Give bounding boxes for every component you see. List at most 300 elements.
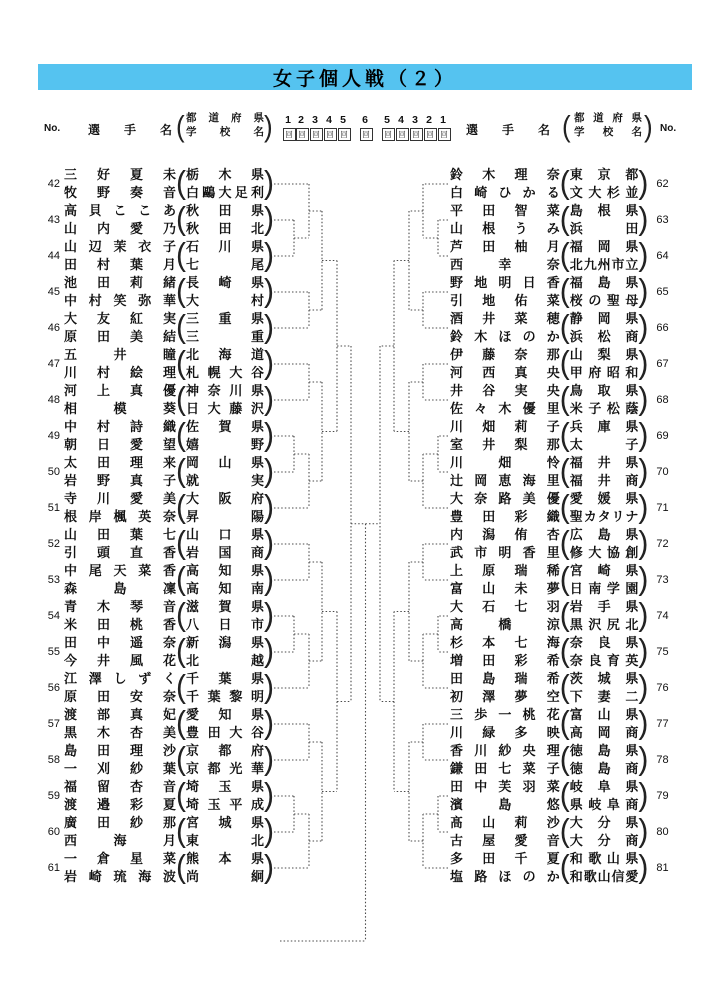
prefecture: 広 島 県 xyxy=(569,527,639,542)
paren-open-icon: ( xyxy=(559,561,570,598)
player-name-2: 武 市 明 香 里 xyxy=(450,545,560,560)
paren-close-icon: ) xyxy=(264,669,274,706)
player-name-1: 大 石 七 羽 xyxy=(450,599,560,614)
entry-number: 78 xyxy=(656,754,669,766)
region-block xyxy=(186,346,264,382)
entry-number: 76 xyxy=(656,682,669,694)
col-header-player-left: 選 手 名 xyxy=(88,123,172,137)
pair-names xyxy=(450,850,560,886)
entry-number: 43 xyxy=(47,214,60,226)
paren-close-icon: ) xyxy=(264,381,274,418)
player-name-1: 多 田 千 夏 xyxy=(450,851,560,866)
paren-close-icon: ) xyxy=(638,237,649,274)
round-box-icon: 回 xyxy=(310,128,323,141)
region-block xyxy=(570,850,639,886)
round-number: 1 xyxy=(440,114,446,126)
round-box-icon: 回 xyxy=(296,128,309,141)
entry-number: 67 xyxy=(656,358,669,370)
paren-close-icon: ) xyxy=(264,309,274,346)
entry-row xyxy=(450,346,678,382)
school: 北 九 州 市 立 xyxy=(569,257,639,272)
paren-close-icon: ) xyxy=(264,561,274,598)
school: 徳 島 商 xyxy=(569,761,639,776)
entry-row xyxy=(450,814,678,850)
round-number: 3 xyxy=(412,114,418,126)
region-header-line1: 都 道 府 県 xyxy=(186,112,264,124)
paren-close-icon: ) xyxy=(638,741,649,778)
player-name-1: 香 川 紗 央 理 xyxy=(450,743,560,758)
entry-number: 49 xyxy=(47,430,60,442)
region-header-line2: 学 校 名 xyxy=(186,126,264,138)
school: 七 尾 xyxy=(186,257,264,272)
player-name-1: 中 村 詩 織 xyxy=(64,419,176,434)
region-block xyxy=(570,166,639,202)
entry-row xyxy=(450,706,678,742)
paren-close-icon: ) xyxy=(638,597,649,634)
pair-names xyxy=(450,778,560,814)
entry-row xyxy=(450,634,678,670)
pair-names xyxy=(450,670,560,706)
entry-row xyxy=(40,526,274,562)
entry-row xyxy=(450,454,678,490)
school: 日 南 学 園 xyxy=(569,581,639,596)
region-block xyxy=(186,310,264,346)
entry-row xyxy=(40,202,274,238)
entry-row xyxy=(450,850,678,886)
prefecture: 福 島 県 xyxy=(569,275,639,290)
entry-number: 45 xyxy=(47,286,60,298)
region-block xyxy=(570,454,639,490)
pair-names xyxy=(450,814,560,850)
entry-row xyxy=(450,490,678,526)
paren-open-icon: ( xyxy=(176,669,186,706)
entry-number: 61 xyxy=(47,862,60,874)
region-block xyxy=(570,382,639,418)
paren-close-icon: ) xyxy=(264,237,274,274)
paren-open-icon: ( xyxy=(176,813,186,850)
paren-open-icon: ( xyxy=(176,273,186,310)
player-name-2: 濱 島 悠 xyxy=(450,797,560,812)
school: 浜 田 xyxy=(569,221,639,236)
prefecture: 秋 田 県 xyxy=(186,203,264,218)
player-name-1: 酒 井 菜 穂 xyxy=(450,311,560,326)
paren-open-icon: ( xyxy=(559,633,570,670)
title-bar xyxy=(38,64,692,90)
entry-row xyxy=(450,238,678,274)
player-name-1: 田 中 芙 羽 菜 xyxy=(450,779,560,794)
paren-close-icon: ) xyxy=(638,273,649,310)
paren-close-icon: ) xyxy=(264,741,274,778)
entry-row xyxy=(40,166,274,202)
paren-open-icon: ( xyxy=(176,705,186,742)
region-block xyxy=(570,562,639,598)
paren-close-icon: ) xyxy=(264,597,274,634)
region-block xyxy=(570,526,639,562)
round-box-icon: 回 xyxy=(438,128,451,141)
school: 北 越 xyxy=(186,653,264,668)
paren-close-icon: ) xyxy=(638,201,649,238)
entry-number: 52 xyxy=(47,538,60,550)
player-name-2: 一 刈 紗 葉 xyxy=(64,761,176,776)
paren-close-icon: ) xyxy=(638,525,649,562)
player-name-1: 中 尾 天 菜 香 xyxy=(64,563,176,578)
prefecture: 宮 崎 県 xyxy=(569,563,639,578)
player-name-1: 髙 山 莉 沙 xyxy=(450,815,560,830)
pair-names xyxy=(450,526,560,562)
school: 修 大 協 創 xyxy=(569,545,639,560)
round-number: 1 xyxy=(285,114,291,126)
paren-close-icon: ) xyxy=(638,669,649,706)
entry-row xyxy=(40,706,274,742)
round-box-icon: 回 xyxy=(396,128,409,141)
paren-open-icon: ( xyxy=(559,237,570,274)
entry-number: 55 xyxy=(47,646,60,658)
pair-names xyxy=(64,346,176,382)
entry-row xyxy=(450,778,678,814)
school: 就 実 xyxy=(186,473,264,488)
player-name-2: 西 海 月 xyxy=(64,833,176,848)
player-name-1: 池 田 莉 緒 xyxy=(64,275,176,290)
prefecture: 大 分 県 xyxy=(569,815,639,830)
player-name-1: 三 好 夏 未 xyxy=(64,167,176,182)
entry-row xyxy=(450,382,678,418)
prefecture: 宮 城 県 xyxy=(186,815,264,830)
player-name-2: 中 村 笑 弥 華 xyxy=(64,293,176,308)
region-block xyxy=(186,742,264,778)
paren-close-icon: ) xyxy=(638,777,649,814)
entry-number: 75 xyxy=(656,646,669,658)
school: 大 分 商 xyxy=(569,833,639,848)
pair-names xyxy=(64,490,176,526)
entry-row xyxy=(40,238,274,274)
pair-names xyxy=(64,310,176,346)
entry-number: 44 xyxy=(47,250,60,262)
col-header-no-left: No. xyxy=(44,123,61,134)
entry-number: 70 xyxy=(656,466,669,478)
prefecture: 鳥 取 県 xyxy=(569,383,639,398)
player-name-1: 青 木 琴 音 xyxy=(64,599,176,614)
player-name-2: 増 田 彩 希 xyxy=(450,653,560,668)
pair-names xyxy=(64,634,176,670)
school: 岩 国 商 xyxy=(186,545,264,560)
entry-number: 62 xyxy=(656,178,669,190)
paren-close-icon: ) xyxy=(638,165,649,202)
paren-open-icon: ( xyxy=(559,345,570,382)
entry-number: 79 xyxy=(656,790,669,802)
player-name-1: 廣 田 紗 那 xyxy=(64,815,176,830)
paren-close-icon: ) xyxy=(264,165,274,202)
entry-row xyxy=(450,166,678,202)
entry-row xyxy=(450,742,678,778)
paren-open-icon: ( xyxy=(176,561,186,598)
player-name-2: 引 地 佑 菜 xyxy=(450,293,560,308)
prefecture: 兵 庫 県 xyxy=(569,419,639,434)
region-block xyxy=(570,778,639,814)
school: 嬉 野 xyxy=(186,437,264,452)
player-name-2: 岩 崎 琉 海 波 xyxy=(64,869,176,884)
prefecture: 佐 賀 県 xyxy=(186,419,264,434)
school: 大 村 xyxy=(186,293,264,308)
pair-names xyxy=(64,454,176,490)
round-box-icon: 回 xyxy=(410,128,423,141)
pair-names xyxy=(450,202,560,238)
region-block xyxy=(186,598,264,634)
player-name-1: 野 地 明 日 香 xyxy=(450,275,560,290)
player-name-1: 上 原 瑞 稀 xyxy=(450,563,560,578)
prefecture: 北 海 道 xyxy=(186,347,264,362)
entry-number: 68 xyxy=(656,394,669,406)
paren-close-icon: ) xyxy=(264,489,274,526)
prefecture: 神 奈 川 県 xyxy=(186,383,264,398)
school: 京 都 光 華 xyxy=(186,761,264,776)
round-box-icon: 回 xyxy=(360,128,373,141)
entry-number: 51 xyxy=(47,502,60,514)
pair-names xyxy=(64,382,176,418)
prefecture: 山 梨 県 xyxy=(569,347,639,362)
player-name-2: 川 村 絵 理 xyxy=(64,365,176,380)
player-name-1: 川 畑 莉 子 xyxy=(450,419,560,434)
prefecture: 愛 知 県 xyxy=(186,707,264,722)
region-block xyxy=(570,814,639,850)
paren-open-icon: ( xyxy=(559,813,570,850)
paren-open-icon: ( xyxy=(176,489,186,526)
paren-open-icon: ( xyxy=(176,849,186,886)
prefecture: 福 岡 県 xyxy=(569,239,639,254)
entry-number: 48 xyxy=(47,394,60,406)
region-header-line2: 学 校 名 xyxy=(574,126,642,138)
entry-row xyxy=(40,670,274,706)
region-block xyxy=(186,490,264,526)
school: 三 重 xyxy=(186,329,264,344)
player-name-2: 米 田 桃 香 xyxy=(64,617,176,632)
entry-number: 69 xyxy=(656,430,669,442)
col-header-player-right: 選 手 名 xyxy=(466,123,550,137)
prefecture: 和 歌 山 県 xyxy=(569,851,639,866)
school: 尚 絅 xyxy=(186,869,264,884)
entry-number: 73 xyxy=(656,574,669,586)
school: 奈 良 育 英 xyxy=(569,653,639,668)
entry-number: 72 xyxy=(656,538,669,550)
paren-open-icon: ( xyxy=(559,705,570,742)
player-name-2: 森 島 凜 xyxy=(64,581,176,596)
region-block xyxy=(570,238,639,274)
prefecture: 山 口 県 xyxy=(186,527,264,542)
paren-open-icon: ( xyxy=(176,309,186,346)
pair-names xyxy=(450,310,560,346)
entry-row xyxy=(450,274,678,310)
paren-close-icon: ) xyxy=(264,525,274,562)
player-name-1: 江 澤 し ず く xyxy=(64,671,176,686)
paren-open-icon: ( xyxy=(176,597,186,634)
prefecture: 奈 良 県 xyxy=(569,635,639,650)
entry-number: 80 xyxy=(656,826,669,838)
paren-open-icon: ( xyxy=(559,273,570,310)
entry-number: 66 xyxy=(656,322,669,334)
round-number: 4 xyxy=(398,114,404,126)
round-box-icon: 回 xyxy=(382,128,395,141)
player-name-2: 原 田 安 奈 xyxy=(64,689,176,704)
region-block xyxy=(186,418,264,454)
school: 埼 玉 平 成 xyxy=(186,797,264,812)
paren-close-icon: ) xyxy=(264,109,273,144)
entry-row xyxy=(450,526,678,562)
region-block xyxy=(186,202,264,238)
player-name-1: 渡 部 真 妃 xyxy=(64,707,176,722)
school: 桜 の 聖 母 xyxy=(569,293,639,308)
school: 札 幌 大 谷 xyxy=(186,365,264,380)
paren-close-icon: ) xyxy=(638,489,649,526)
player-name-2: 根 岸 楓 英 奈 xyxy=(64,509,176,524)
entry-number: 57 xyxy=(47,718,60,730)
entry-number: 63 xyxy=(656,214,669,226)
player-name-1: 一 倉 星 菜 xyxy=(64,851,176,866)
player-name-1: 田 中 遥 奈 xyxy=(64,635,176,650)
region-block xyxy=(186,706,264,742)
entry-number: 71 xyxy=(656,502,669,514)
prefecture: 岡 山 県 xyxy=(186,455,264,470)
pair-names xyxy=(450,346,560,382)
prefecture: 滋 賀 県 xyxy=(186,599,264,614)
school: 文 大 杉 並 xyxy=(569,185,639,200)
prefecture: 石 川 県 xyxy=(186,239,264,254)
player-name-2: 室 井 梨 那 xyxy=(450,437,560,452)
region-block xyxy=(186,274,264,310)
entry-row xyxy=(40,274,274,310)
player-name-2: 山 内 愛 乃 xyxy=(64,221,176,236)
paren-close-icon: ) xyxy=(638,561,649,598)
prefecture: 岩 手 県 xyxy=(569,599,639,614)
col-header-region-right xyxy=(574,111,642,139)
entry-row xyxy=(40,562,274,598)
player-name-1: 三 歩 一 桃 花 xyxy=(450,707,560,722)
pair-names xyxy=(64,706,176,742)
region-block xyxy=(570,706,639,742)
region-block xyxy=(570,490,639,526)
player-name-1: 高 貝 こ こ あ xyxy=(64,203,176,218)
player-name-2: 鈴 木 ほ の か xyxy=(450,329,560,344)
region-block xyxy=(186,166,264,202)
entry-row xyxy=(40,850,274,886)
region-block xyxy=(570,310,639,346)
player-name-2: 田 村 葉 月 xyxy=(64,257,176,272)
player-name-1: 田 島 瑞 希 xyxy=(450,671,560,686)
pair-names xyxy=(64,814,176,850)
prefecture: 栃 木 県 xyxy=(186,167,264,182)
round-number: 2 xyxy=(298,114,304,126)
player-name-1: 大 友 紅 実 xyxy=(64,311,176,326)
region-block xyxy=(186,382,264,418)
region-block xyxy=(186,850,264,886)
round-box-icon: 回 xyxy=(324,128,337,141)
region-block xyxy=(570,634,639,670)
paren-close-icon: ) xyxy=(638,849,649,886)
school: 太 子 xyxy=(569,437,639,452)
pair-names xyxy=(450,274,560,310)
paren-open-icon: ( xyxy=(559,309,570,346)
region-block xyxy=(186,238,264,274)
player-name-1: 福 留 杏 音 xyxy=(64,779,176,794)
entry-row xyxy=(40,490,274,526)
paren-close-icon: ) xyxy=(264,417,274,454)
round-number: 6 xyxy=(362,114,368,126)
player-name-1: 太 田 理 来 xyxy=(64,455,176,470)
player-name-2: 鎌 田 七 菜 子 xyxy=(450,761,560,776)
pair-names xyxy=(450,418,560,454)
pair-names xyxy=(450,454,560,490)
pair-names xyxy=(450,706,560,742)
player-name-2: 相 模 葵 xyxy=(64,401,176,416)
entry-number: 81 xyxy=(656,862,669,874)
entry-number: 59 xyxy=(47,790,60,802)
school: 米 子 松 蔭 xyxy=(569,401,639,416)
region-block xyxy=(570,742,639,778)
paren-open-icon: ( xyxy=(176,201,186,238)
entry-row xyxy=(40,454,274,490)
entry-number: 42 xyxy=(47,178,60,190)
entry-row xyxy=(40,598,274,634)
prefecture: 岐 阜 県 xyxy=(569,779,639,794)
paren-open-icon: ( xyxy=(176,525,186,562)
entry-number: 50 xyxy=(47,466,60,478)
prefecture: 福 井 県 xyxy=(569,455,639,470)
player-name-1: 河 上 真 優 xyxy=(64,383,176,398)
region-block xyxy=(186,454,264,490)
entry-row xyxy=(450,670,678,706)
school: 浜 松 商 xyxy=(569,329,639,344)
col-header-region-left xyxy=(186,111,264,139)
pair-names xyxy=(450,562,560,598)
pair-names xyxy=(450,490,560,526)
prefecture: 高 知 県 xyxy=(186,563,264,578)
school: 秋 田 北 xyxy=(186,221,264,236)
paren-close-icon: ) xyxy=(638,705,649,742)
prefecture: 大 阪 府 xyxy=(186,491,264,506)
paren-close-icon: ) xyxy=(264,777,274,814)
school: 千 葉 黎 明 xyxy=(186,689,264,704)
school: 和 歌 山 信 愛 xyxy=(569,869,639,884)
player-name-2: 朝 日 愛 望 xyxy=(64,437,176,452)
round-box-icon: 回 xyxy=(424,128,437,141)
paren-close-icon: ) xyxy=(264,813,274,850)
player-name-2: 岩 野 真 子 xyxy=(64,473,176,488)
round-box-icon: 回 xyxy=(283,128,296,141)
entry-number: 53 xyxy=(47,574,60,586)
paren-close-icon: ) xyxy=(638,813,649,850)
pair-names xyxy=(64,274,176,310)
paren-open-icon: ( xyxy=(562,109,571,144)
player-name-2: 辻 岡 恵 海 里 xyxy=(450,473,560,488)
player-name-1: 鈴 木 理 奈 xyxy=(450,167,560,182)
pair-names xyxy=(64,166,176,202)
round-number: 4 xyxy=(326,114,332,126)
entry-row xyxy=(40,346,274,382)
paren-close-icon: ) xyxy=(264,705,274,742)
player-name-1: 芦 田 柚 月 xyxy=(450,239,560,254)
paren-open-icon: ( xyxy=(176,109,185,144)
prefecture: 徳 島 県 xyxy=(569,743,639,758)
prefecture: 長 崎 県 xyxy=(186,275,264,290)
region-block xyxy=(186,814,264,850)
pair-names xyxy=(64,742,176,778)
player-name-1: 島 田 理 沙 xyxy=(64,743,176,758)
entry-number: 77 xyxy=(656,718,669,730)
region-block xyxy=(186,670,264,706)
col-header-no-right: No. xyxy=(660,123,677,134)
school: 東 北 xyxy=(186,833,264,848)
region-block xyxy=(570,274,639,310)
prefecture: 静 岡 県 xyxy=(569,311,639,326)
entry-row xyxy=(40,742,274,778)
